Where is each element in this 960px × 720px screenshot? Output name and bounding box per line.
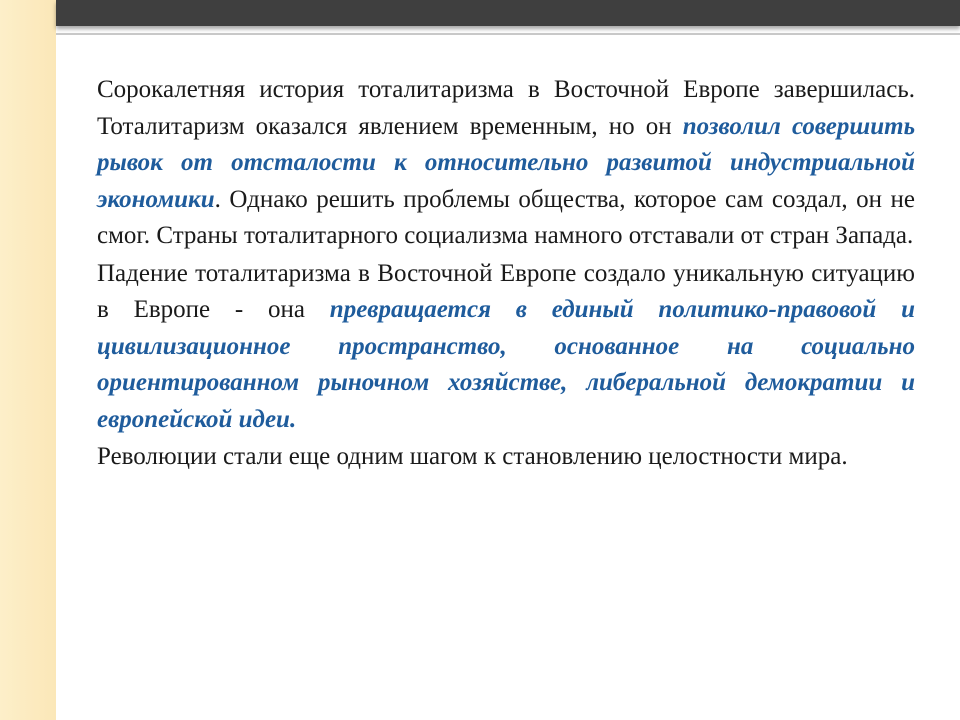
paragraph-3: [97, 439, 915, 476]
text-segment: Революции стали еще одним шагом к становлению целостности мира.: [97, 443, 848, 470]
text-segment: Падение тоталитаризма в Восточной Европе создало уникальную ситуацию в Европе - она: [97, 259, 915, 323]
highlighted-text: позволил совершить рывок от отсталости к относительно развитой индустриальной экономики: [97, 112, 915, 213]
slide-body-text: [97, 72, 915, 476]
paragraph-2: [97, 256, 915, 439]
paragraph-1: [97, 72, 915, 255]
highlighted-text: превращается в единый политико-правовой и цивилизационное пространство, основанное на социально ориентированном рыночном хозяйстве, либеральной демократии и европейской идеи.: [97, 296, 915, 433]
decorative-left-stripe: [0, 0, 56, 720]
decorative-divider-line: [56, 33, 960, 35]
text-segment: . Однако решить проблемы общества, которое сам создал, он не смог. Страны тоталитарного социализма намного отставали от стран Запада.: [97, 185, 915, 249]
text-segment: Сорокалетняя история тоталитаризма в Восточной Европе завершилась. Тоталитаризм оказался явлением временным, но он: [97, 76, 915, 140]
decorative-top-bar: [56, 0, 960, 26]
